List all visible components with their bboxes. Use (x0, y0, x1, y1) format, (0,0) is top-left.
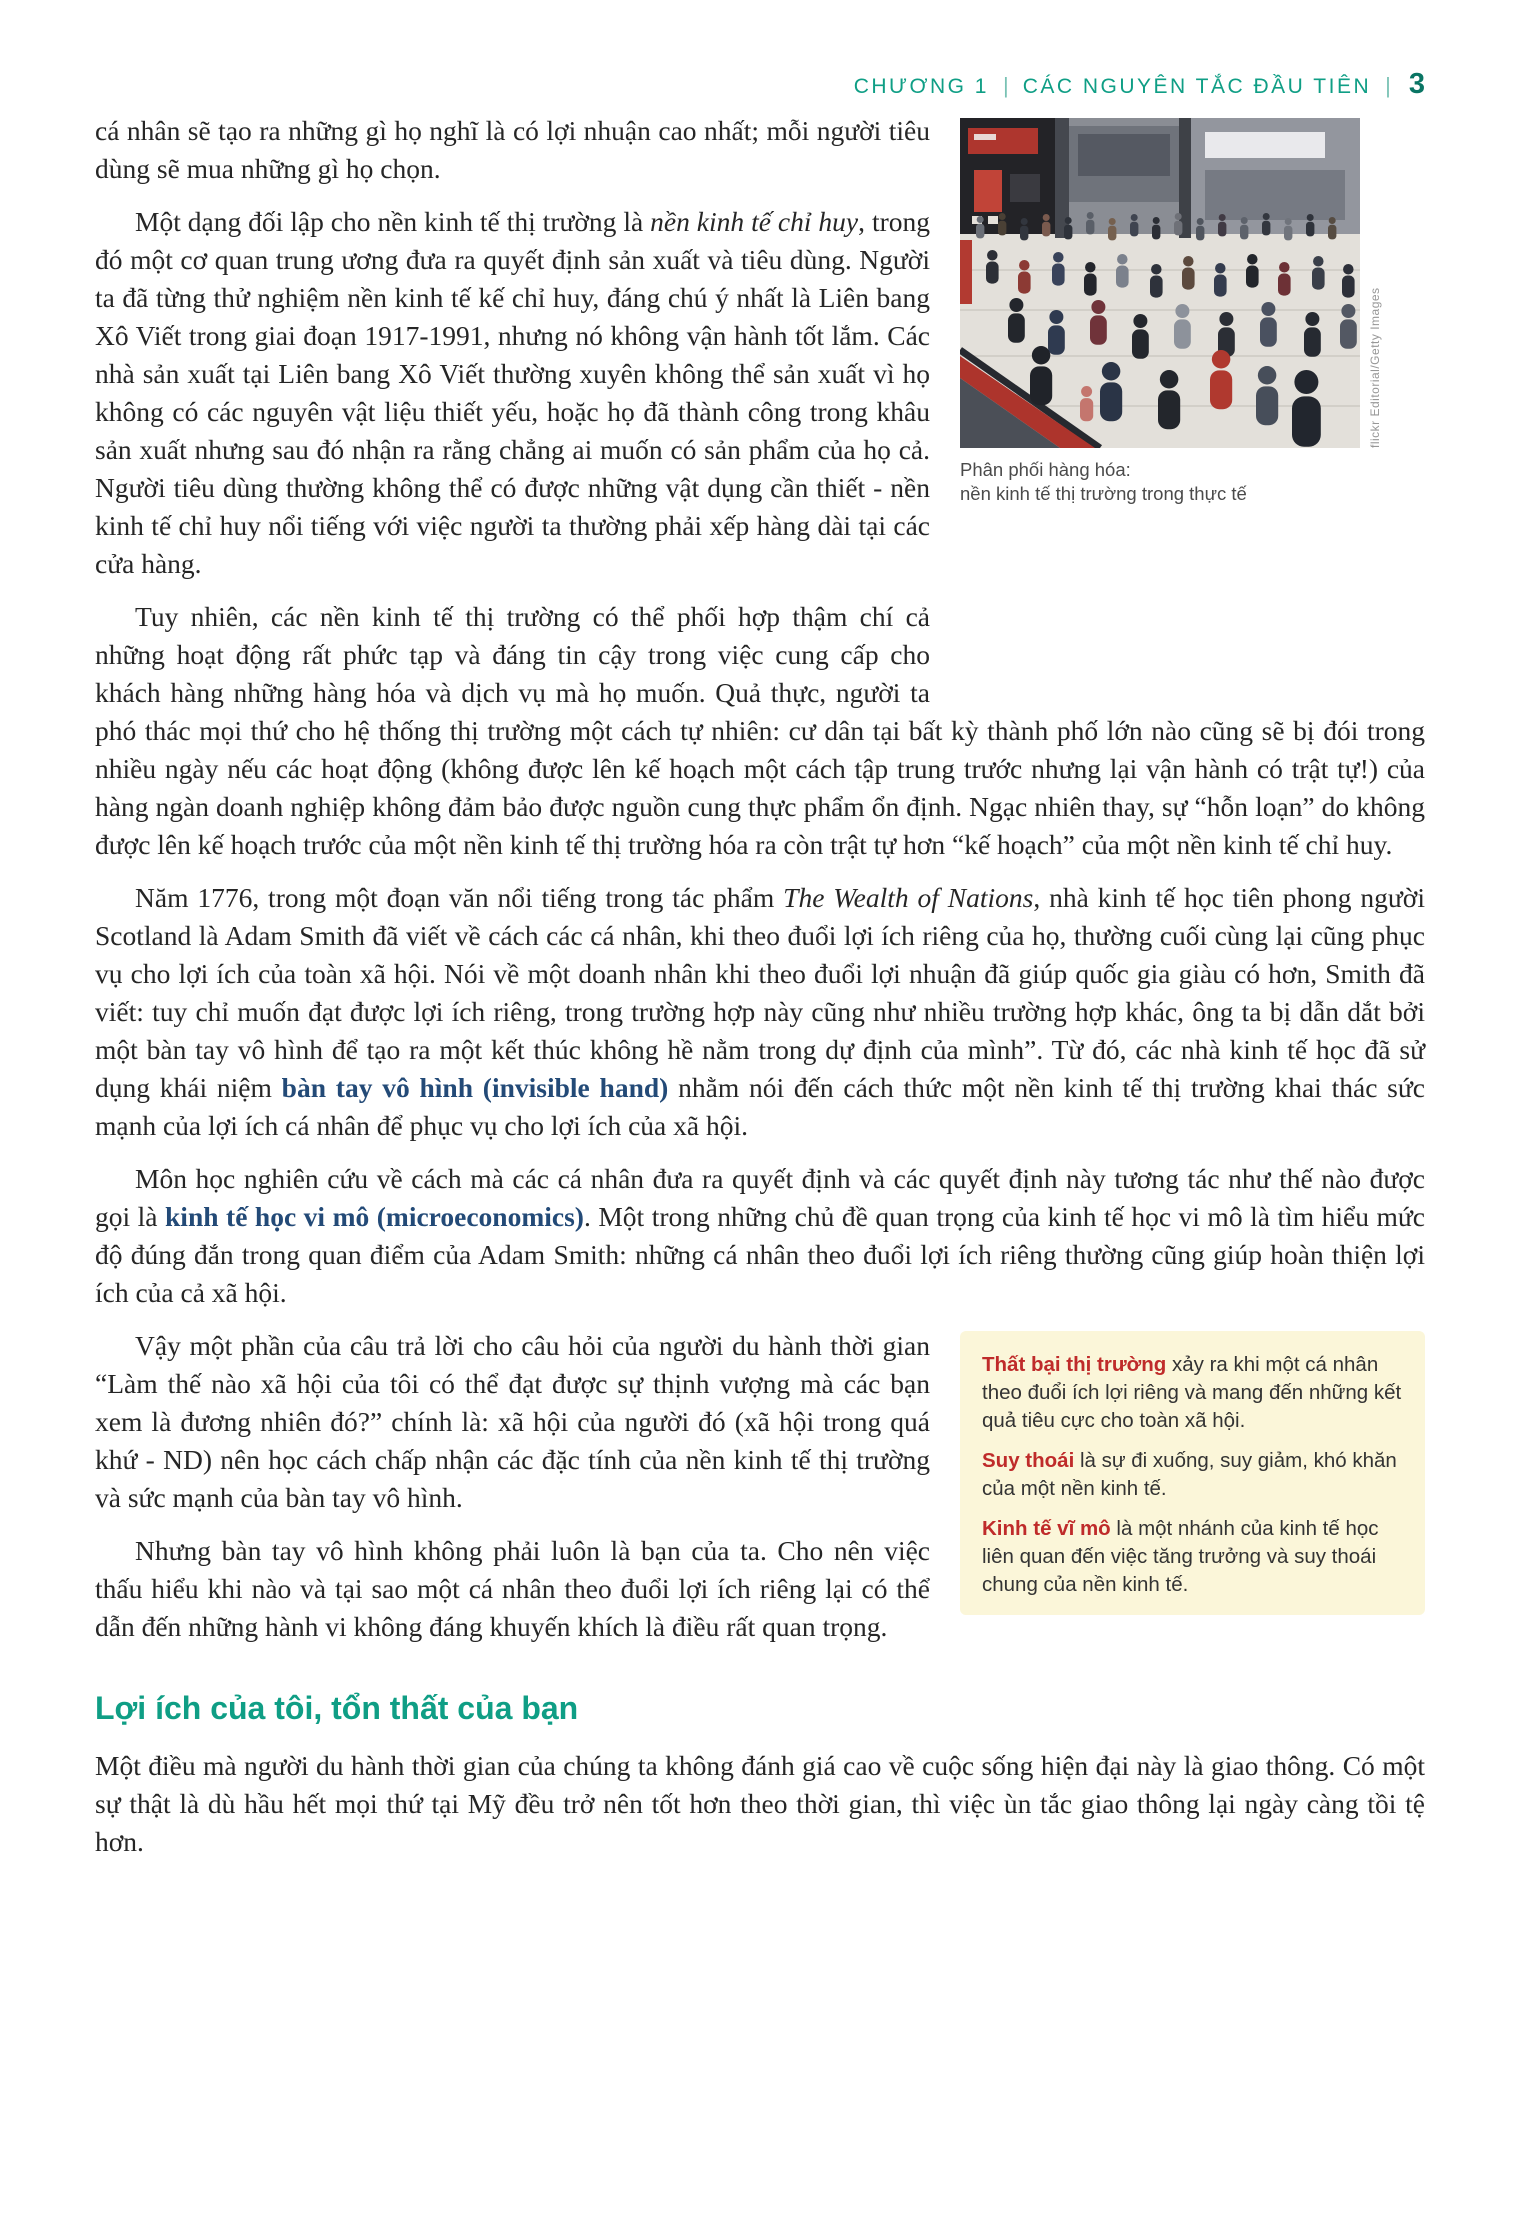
header-separator: | (1002, 73, 1009, 98)
photo-caption-text: nền kinh tế thị trường trong thực tế (960, 483, 1247, 504)
definition-term: Kinh tế vĩ mô (982, 1517, 1111, 1540)
italic-book-title: The Wealth of Nations (783, 882, 1034, 913)
italic-command-economy-term: nền kinh tế chỉ huy (650, 206, 859, 237)
text-segment: , nhà kinh tế học tiên phong người Scotland là Adam Smith đã viết về cách các cá nhân, khi theo đuổi lợi ích riêng của họ, thường cuối cùng lại cũng phục vụ cho lợi ích của toàn xã hội. Nói về một doanh nhân khi theo đuổi lợi nhuận đã giúp quốc gia giàu có hơn, Smith đã viết: tuy chỉ muốn đạt được lợi ích riêng, trong trường hợp này cũng như nhiều trường hợp khác, ông ta bị dẫn dắt bởi một bàn tay vô hình để tạo ra một kết thúc không hề nằm trong dự định của mình”. Từ đó, các nhà kinh tế học đã sử dụng khái niệm (95, 882, 1425, 1103)
running-header (95, 68, 1425, 101)
photo-caption (960, 458, 1380, 506)
text-segment: Năm 1776, trong một đoạn văn nổi tiếng trong tác phẩm (135, 882, 784, 913)
chapter-title: CÁC NGUYÊN TẮC ĐẦU TIÊN (1022, 75, 1372, 98)
paragraph-adam-smith (95, 879, 1425, 1145)
definition-term: Suy thoái (982, 1449, 1075, 1472)
paragraph-invisible-hand-caveat: Nhưng bàn tay vô hình không phải luôn là bạn của ta. Cho nên việc thấu hiểu khi nào và tại sao một cá nhân theo đuổi lợi ích riêng lại có thể dẫn đến những hành vi không đáng khuyến khích là điều rất quan trọng. (95, 1535, 930, 1642)
definition-text: xảy ra khi một cá nhân theo đuổi ích lợi riêng và mang đến những kết quả tiêu cực cho toàn xã hội. (982, 1353, 1402, 1432)
paragraph-time-traveler-answer: Vậy một phần của câu trả lời cho câu hỏi của người du hành thời gian “Làm thế nào xã hội của tôi có thể đạt được sự thịnh vượng mà các bạn xem là đương nhiên đó?” chính là: xã hội của người đó (xã hội trong quá khứ - ND) nên học cách chấp nhận các đặc tính của nền kinh tế thị trường và sức mạnh của bàn tay vô hình. (95, 1330, 930, 1513)
paragraph-market-continuation: cá nhân sẽ tạo ra những gì họ nghĩ là có lợi nhuận cao nhất; mỗi người tiêu dùng sẽ mua những gì họ chọn. (95, 115, 930, 184)
chapter-label: CHƯƠNG 1 (853, 75, 989, 98)
definition-term: Thất bại thị trường (982, 1353, 1167, 1376)
definition-text: là sự đi xuống, suy giảm, khó khăn của một nền kinh tế. (982, 1449, 1397, 1500)
section-heading-my-benefit-your-loss: Lợi ích của tôi, tổn thất của bạn (95, 1690, 579, 1726)
page-number: 3 (1408, 68, 1425, 100)
definition-market-failure (982, 1351, 1403, 1435)
keyterm-microeconomics: kinh tế học vi mô (microeconomics) (165, 1201, 584, 1232)
definition-macroeconomics (982, 1515, 1403, 1599)
market-photo-figure (930, 118, 1425, 506)
definition-text: là một nhánh của kinh tế học liên quan đến việc tăng trưởng và suy thoái chung của nền kinh tế. (982, 1517, 1379, 1596)
mall-crowd-photo (960, 118, 1382, 448)
header-separator: | (1385, 73, 1391, 98)
definition-recession (982, 1447, 1403, 1503)
photo-credit: flickr Editorial/Getty Images (1368, 287, 1382, 448)
definitions-panel (960, 1331, 1425, 1615)
margin-definitions-box (930, 1331, 1425, 1615)
text-segment: , trong đó một cơ quan trung ương đưa ra quyết định sản xuất và tiêu dùng. Người ta đã từng thử nghiệm nền kinh tế kế chỉ huy, đáng chú ý nhất là Liên bang Xô Viết trong giai đoạn 1917-1991, nhưng nó không vận hành tốt lắm. Các nhà sản xuất tại Liên bang Xô Viết thường xuyên không thể sản xuất vì họ không có các nguyên vật liệu thiết yếu, hoặc họ đã thành công trong khâu sản xuất nhưng sau đó nhận ra rằng chẳng ai muốn có sản phẩm của họ cả. Người tiêu dùng thường không thể có được những vật dụng cần thiết - nền kinh tế chỉ huy nổi tiếng với việc người ta thường phải xếp hàng dài tại các cửa hàng. (95, 206, 930, 579)
text-segment: nhằm nói đến cách thức một nền kinh tế thị trường khai thác sức mạnh của lợi ích cá nhân để phục vụ cho lợi ích của xã hội. (95, 1072, 1425, 1141)
photo-caption-lead: Phân phối hàng hóa: (960, 459, 1131, 480)
text-segment: Một dạng đối lập cho nền kinh tế thị trường là (135, 206, 651, 237)
keyterm-invisible-hand: bàn tay vô hình (invisible hand) (281, 1072, 669, 1103)
paragraph-traffic: Một điều mà người du hành thời gian của chúng ta không đánh giá cao về cuộc sống hiện đại này là giao thông. Có một sự thật là dù hầu hết mọi thứ tại Mỹ đều trở nên tốt hơn theo thời gian, thì việc ùn tắc giao thông lại ngày càng tồi tệ hơn. (95, 1750, 1425, 1857)
text-segment: Môn học nghiên cứu về cách mà các cá nhân đưa ra quyết định và các quyết định này tương tác như thế nào được gọi là (95, 1163, 1425, 1232)
paragraph-microeconomics (95, 1160, 1425, 1312)
page-content (95, 112, 1425, 1876)
text-segment: . Một trong những chủ đề quan trọng của kinh tế học vi mô là tìm hiểu mức độ đúng đắn trong quan điểm của Adam Smith: những cá nhân theo đuổi lợi ích riêng thường cũng giúp hoàn thiện lợi ích của cả xã hội. (95, 1201, 1425, 1308)
paragraph-market-coordination: Tuy nhiên, các nền kinh tế thị trường có thể phối hợp thậm chí cả những hoạt động rất phức tạp và đáng tin cậy trong việc cung cấp cho khách hàng những hàng hóa và dịch vụ mà họ muốn. Quả thực, người ta phó thác mọi thứ cho hệ thống thị trường một cách tự nhiên: cư dân tại bất kỳ thành phố lớn nào cũng sẽ bị đói trong nhiều ngày nếu các hoạt động (không được lên kế hoạch một cách tập trung trước nhưng lại vận hành có trật tự!) của hàng ngàn doanh nghiệp không đảm bảo được nguồn cung thực phẩm ổn định. Ngạc nhiên thay, sự “hỗn loạn” do không được lên kế hoạch trước của một nền kinh tế thị trường hóa ra còn trật tự hơn “kế hoạch” của một nền kinh tế chỉ huy. (95, 601, 1425, 860)
